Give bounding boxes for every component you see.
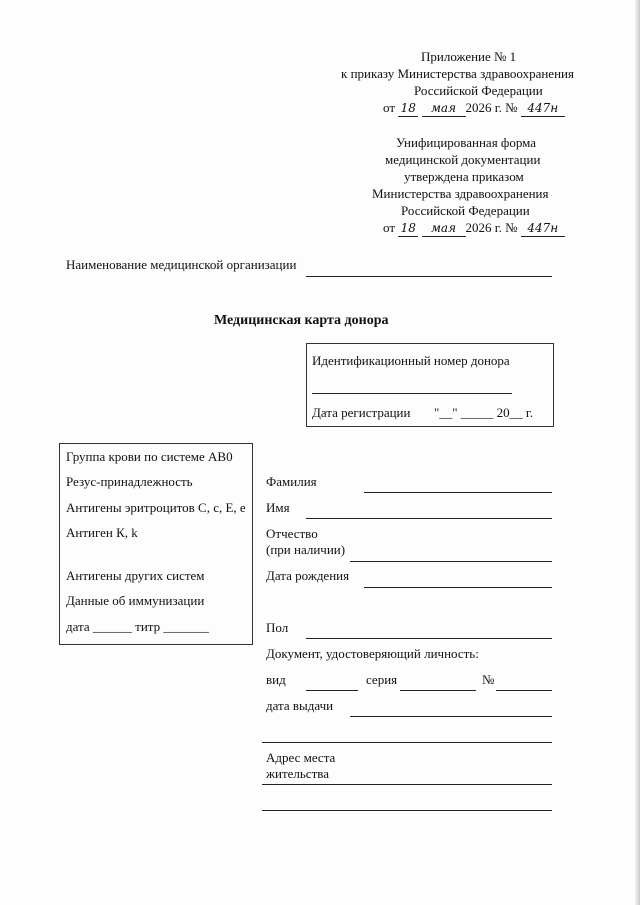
address-field-1[interactable] bbox=[262, 784, 552, 785]
approval-number: 447н bbox=[521, 220, 565, 237]
organization-field[interactable] bbox=[306, 276, 552, 277]
address-field-2[interactable] bbox=[262, 810, 552, 811]
surname-label: Фамилия bbox=[266, 474, 317, 489]
blood-group-label: Группа крови по системе АВ0 bbox=[66, 449, 233, 464]
name-field[interactable] bbox=[306, 518, 552, 519]
registration-date-field[interactable]: "__" _____ 20__ г. bbox=[434, 405, 533, 420]
rbc-antigens-label: Антигены эритроцитов С, с, Е, е bbox=[66, 500, 246, 515]
document-number-label: № bbox=[482, 672, 495, 687]
other-antigens-label: Антигены других систем bbox=[66, 568, 205, 583]
surname-field[interactable] bbox=[364, 492, 552, 493]
birth-date-field[interactable] bbox=[364, 587, 552, 588]
appendix-date-prefix: от bbox=[383, 100, 396, 115]
appendix-line-1: Приложение № 1 bbox=[421, 49, 517, 64]
approval-line-4: Министерства здравоохранения bbox=[372, 186, 549, 201]
patronymic-note: (при наличии) bbox=[266, 542, 346, 557]
issue-info-field[interactable] bbox=[262, 742, 552, 743]
document-series-field[interactable] bbox=[400, 690, 476, 691]
identity-document-label: Документ, удостоверяющий личность: bbox=[266, 646, 479, 661]
donor-id-field[interactable] bbox=[312, 393, 512, 394]
approval-year: 2026 г. № bbox=[465, 220, 518, 235]
approval-date-prefix: от bbox=[383, 220, 396, 235]
approval-month: мая bbox=[422, 220, 466, 237]
document-number-field[interactable] bbox=[496, 690, 552, 691]
approval-date-line bbox=[383, 220, 565, 237]
patronymic-label: Отчество bbox=[266, 526, 318, 541]
patronymic-field[interactable] bbox=[350, 561, 552, 562]
approval-line-2: медицинской документации bbox=[385, 152, 541, 167]
appendix-day: 18 bbox=[398, 100, 418, 117]
date-titer-field[interactable]: дата ______ титр _______ bbox=[66, 619, 209, 634]
address-label-line-1: Адрес места bbox=[266, 750, 336, 765]
immunization-label: Данные об иммунизации bbox=[66, 593, 205, 608]
registration-date-label: Дата регистрации bbox=[312, 405, 411, 420]
appendix-year: 2026 г. № bbox=[465, 100, 518, 115]
antigen-k-label: Антиген К, k bbox=[66, 525, 138, 540]
sex-field[interactable] bbox=[306, 638, 552, 639]
sex-label: Пол bbox=[266, 620, 289, 635]
page-title: Медицинская карта донора bbox=[214, 313, 389, 328]
scan-edge-shadow bbox=[635, 0, 640, 905]
approval-line-1: Унифицированная форма bbox=[396, 135, 537, 150]
document-series-label: серия bbox=[366, 672, 398, 687]
address-label-line-2: жительства bbox=[266, 766, 329, 781]
appendix-line-3: Российской Федерации bbox=[414, 83, 543, 98]
birth-date-label: Дата рождения bbox=[266, 568, 350, 583]
document-type-label: вид bbox=[266, 672, 286, 687]
appendix-number: 447н bbox=[521, 100, 565, 117]
rh-factor-label: Резус-принадлежность bbox=[66, 474, 193, 489]
name-label: Имя bbox=[266, 500, 290, 515]
donor-id-label: Идентификационный номер донора bbox=[312, 353, 510, 368]
issue-date-field[interactable] bbox=[350, 716, 552, 717]
approval-day: 18 bbox=[398, 220, 418, 237]
document-type-field[interactable] bbox=[306, 690, 358, 691]
appendix-line-2: к приказу Министерства здравоохранения bbox=[341, 66, 574, 81]
appendix-month: мая bbox=[422, 100, 466, 117]
issue-date-label: дата выдачи bbox=[266, 698, 334, 713]
organization-label: Наименование медицинской организации bbox=[66, 257, 297, 272]
approval-line-5: Российской Федерации bbox=[401, 203, 530, 218]
approval-line-3: утверждена приказом bbox=[404, 169, 524, 184]
appendix-date-line bbox=[383, 100, 565, 117]
